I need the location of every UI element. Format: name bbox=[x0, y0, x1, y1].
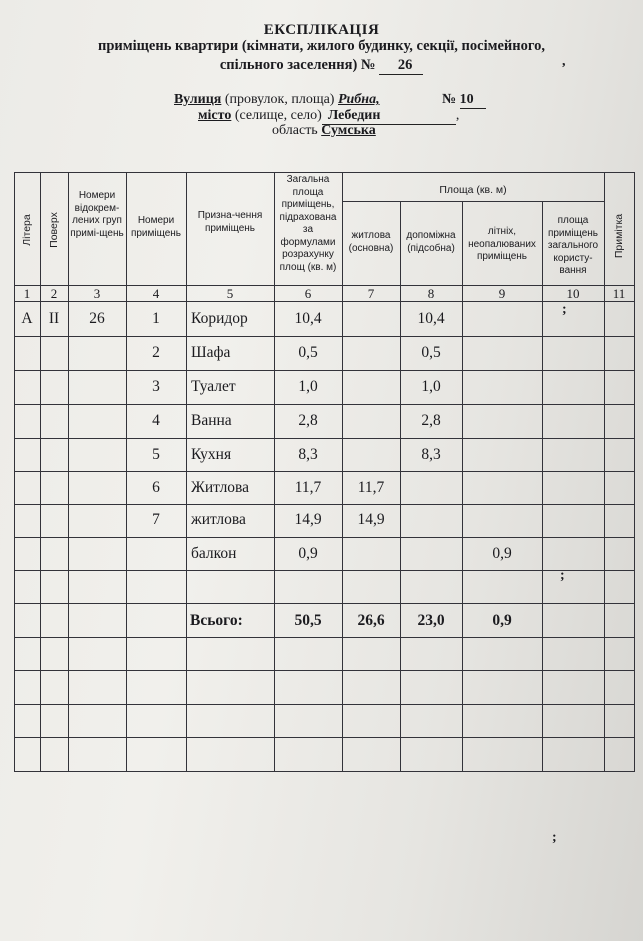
cell-room-number: 6 bbox=[152, 479, 160, 496]
header-note: Примітка bbox=[613, 213, 625, 259]
header-auxiliary: допоміжна (підсобна) bbox=[406, 230, 456, 254]
row-line bbox=[14, 637, 634, 638]
cell-living-area bbox=[342, 338, 400, 368]
cell-living-area: 14,9 bbox=[357, 511, 385, 528]
column-number: 5 bbox=[226, 286, 234, 301]
cell-litera: А bbox=[21, 310, 33, 327]
cell-summer-area bbox=[462, 473, 542, 503]
cell-room-number: 7 bbox=[152, 511, 160, 528]
table-border-top bbox=[14, 172, 634, 173]
row-line bbox=[14, 704, 634, 705]
col-line bbox=[68, 172, 69, 772]
header-room-numbers: Номери приміщень bbox=[130, 215, 182, 239]
cell-room-name: Кухня bbox=[191, 446, 232, 463]
column-number: 7 bbox=[367, 286, 375, 301]
document-title: ЕКСПЛІКАЦІЯ bbox=[263, 22, 380, 38]
pen-mark: ; bbox=[552, 830, 557, 845]
cell-summer-area: 0,9 bbox=[492, 545, 512, 562]
cell-group: 26 bbox=[89, 310, 105, 327]
row-line bbox=[14, 404, 634, 405]
cell-room-number: 4 bbox=[152, 412, 160, 429]
header-poverkh: Поверх bbox=[48, 212, 60, 248]
cell-total-area: 2,8 bbox=[298, 412, 318, 429]
city-line: місто (селище, село) Лебедин , bbox=[198, 108, 460, 123]
cell-total-area: 1,0 bbox=[298, 378, 318, 395]
col-line bbox=[634, 172, 635, 772]
column-number: 10 bbox=[566, 286, 580, 301]
cell-room-name: балкон bbox=[191, 545, 237, 562]
cell-room-name: Коридор bbox=[191, 310, 248, 327]
column-number: 11 bbox=[612, 286, 626, 301]
document-subtitle-line1: приміщень квартири (кімнати, жилого будинку, секції, посімейного, bbox=[97, 38, 545, 54]
cell-aux-area: 8,3 bbox=[421, 446, 441, 463]
table-border-bottom bbox=[14, 771, 634, 772]
cell-summer-area bbox=[462, 406, 542, 436]
col-line bbox=[342, 172, 343, 772]
cell-living-area bbox=[342, 440, 400, 470]
cell-living-area bbox=[342, 406, 400, 436]
row-line bbox=[14, 537, 634, 538]
cell-living-area bbox=[342, 372, 400, 402]
cell-room-number: 3 bbox=[152, 378, 160, 395]
cell-aux-area: 0,5 bbox=[421, 344, 441, 361]
cell-total-area: 11,7 bbox=[294, 479, 322, 496]
column-number: 6 bbox=[304, 286, 312, 301]
cell-living-area: 11,7 bbox=[357, 479, 385, 496]
totals-summer-area: 0,9 bbox=[492, 612, 512, 629]
apartment-number: 26 bbox=[379, 57, 423, 75]
col-line bbox=[126, 172, 127, 772]
column-number: 9 bbox=[498, 286, 506, 301]
cell-total-area: 10,4 bbox=[294, 310, 322, 327]
cell-living-area bbox=[342, 539, 400, 569]
cell-room-number: 5 bbox=[152, 446, 160, 463]
column-number: 3 bbox=[93, 286, 101, 301]
region-value: Сумська bbox=[321, 123, 376, 138]
column-number: 8 bbox=[427, 286, 435, 301]
cell-summer-area bbox=[462, 372, 542, 402]
cell-room-name: Ванна bbox=[191, 412, 232, 429]
city-label-rest: (селище, село) bbox=[234, 108, 322, 123]
cell-summer-area bbox=[462, 304, 542, 334]
street-label-rest: (провулок, площа) bbox=[224, 92, 335, 107]
cell-summer-area bbox=[462, 440, 542, 470]
cell-total-area: 8,3 bbox=[298, 446, 318, 463]
city-label: місто bbox=[198, 108, 232, 123]
pen-mark: ; bbox=[562, 302, 567, 317]
col-line bbox=[604, 172, 605, 772]
totals-living-area: 26,6 bbox=[357, 612, 385, 629]
column-number: 1 bbox=[23, 286, 31, 301]
cell-room-name: Житлова bbox=[191, 479, 250, 496]
cell-room-number bbox=[126, 539, 186, 569]
cell-living-area bbox=[342, 304, 400, 334]
row-line bbox=[14, 737, 634, 738]
row-line bbox=[14, 370, 634, 371]
cell-room-name: житлова bbox=[191, 511, 246, 528]
row-line bbox=[14, 438, 634, 439]
cell-total-area: 0,9 bbox=[298, 545, 318, 562]
house-label: № bbox=[442, 92, 457, 107]
cell-room-number: 2 bbox=[152, 344, 160, 361]
cell-room-number: 1 bbox=[152, 310, 160, 327]
column-number: 2 bbox=[50, 286, 58, 301]
col-line bbox=[274, 172, 275, 772]
area-group-divider bbox=[342, 201, 604, 202]
header-litera: Літера bbox=[21, 214, 33, 246]
header-living: житлова (основна) bbox=[348, 230, 394, 254]
cell-room-name: Туалет bbox=[191, 378, 236, 395]
col-line bbox=[14, 172, 15, 772]
pen-mark: ; bbox=[560, 568, 565, 583]
cell-aux-area bbox=[400, 473, 462, 503]
cell-room-name: Шафа bbox=[191, 344, 231, 361]
header-total-area: Загальна площа приміщень, підрахована за формулами розрахунку площ (кв. м) bbox=[279, 174, 337, 273]
cell-aux-area: 2,8 bbox=[421, 412, 441, 429]
row-line bbox=[14, 471, 634, 472]
totals-total-area: 50,5 bbox=[294, 612, 322, 629]
street-value: Рибна, bbox=[337, 92, 380, 107]
row-line bbox=[14, 603, 634, 604]
row-line bbox=[14, 670, 634, 671]
row-line bbox=[14, 336, 634, 337]
totals-label: Всього: bbox=[190, 612, 243, 629]
header-common: площа приміщень загального користу-вання bbox=[547, 215, 599, 276]
cell-aux-area: 1,0 bbox=[421, 378, 441, 395]
row-line bbox=[14, 570, 634, 571]
street-label: Вулиця bbox=[174, 92, 222, 107]
city-value: Лебедин bbox=[327, 108, 381, 123]
pen-mark: , bbox=[562, 54, 566, 69]
house-value: 10 bbox=[459, 92, 474, 107]
header-purpose: Призна-чення приміщень bbox=[197, 210, 263, 234]
subtitle-line2-text: спільного заселення) № bbox=[219, 57, 376, 73]
cell-summer-area bbox=[462, 338, 542, 368]
column-number: 4 bbox=[152, 286, 160, 301]
cell-floor: ІІ bbox=[48, 310, 60, 327]
totals-aux-area: 23,0 bbox=[417, 612, 445, 629]
cell-aux-area: 10,4 bbox=[417, 310, 445, 327]
header-summer: літніх, неопалюваних приміщень bbox=[468, 226, 536, 262]
region-label: область bbox=[272, 123, 318, 138]
col-line bbox=[40, 172, 41, 772]
header-group-numbers: Номери відокрем-лених груп примі-щень bbox=[70, 190, 124, 239]
cell-aux-area bbox=[400, 505, 462, 535]
header-area-group: Площа (кв. м) bbox=[439, 184, 507, 196]
col-line bbox=[186, 172, 187, 772]
cell-total-area: 14,9 bbox=[294, 511, 322, 528]
cell-summer-area bbox=[462, 505, 542, 535]
cell-total-area: 0,5 bbox=[298, 344, 318, 361]
cell-aux-area bbox=[400, 539, 462, 569]
